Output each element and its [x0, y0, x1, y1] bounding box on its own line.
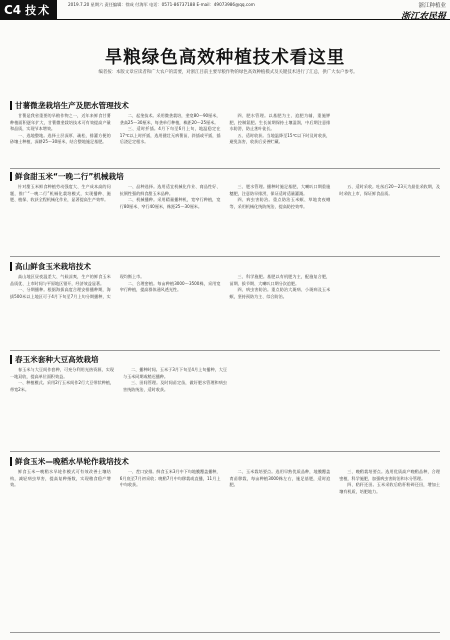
article-body-1	[10, 113, 440, 165]
masthead-right	[401, 1, 446, 22]
paragraph: 二、播种时间。玉米于3月下旬至4月上旬播种，大豆与玉米同期或稍迟播种。	[123, 367, 227, 379]
page-code: C4	[4, 2, 22, 17]
paragraph: 三、田间管理。及时间苗定苗，做好肥水管理和病虫害统防统治，适时收获。	[123, 380, 227, 392]
editor-note: 编者按：本版文章应读者和广大农户的需要，对浙江目前主要旱粮作物的绿色高效种植模式及关键技术进行了汇总，供广大农户参考。	[98, 70, 358, 75]
article-title-5: 鲜食玉米—晚稻水旱轮作栽培技术	[10, 457, 129, 466]
newspaper-logo: 浙江农民报	[400, 12, 446, 22]
paragraph: 四、秸秆还田。玉米采收后秸秆粉碎还田，增加土壤有机质，培肥地力。	[339, 482, 440, 494]
page-bottom-rule	[10, 632, 440, 633]
paragraph: 三、科学施肥。基肥以有机肥为主，配施复合肥，苗期、拔节期、大喇叭口期分次追肥。	[229, 274, 331, 286]
paragraph: 五、适时采收。吐丝后20～23天为最佳采收期，及时采收上市，保证鲜食品质。	[339, 184, 440, 196]
paragraph: 高山地区昼夜温差大、气候凉爽，生产的鲜食玉米品质优、上市时间与平原地区错开，经济效益显著。	[10, 274, 111, 286]
paragraph: 一、种植模式。采用2行玉米间作2行大豆带状种植，带宽2米。	[10, 380, 114, 392]
article-body-4	[10, 367, 340, 445]
article-title-2: 鲜食甜玉米“一晚二行”机械栽培	[10, 172, 124, 181]
article-body-3	[10, 274, 440, 346]
paragraph: 四、病虫害防治。重点防治玉米螟、草地贪夜蛾等，采用机械化统防统治，提高防控效率。	[229, 197, 331, 209]
paragraph: 三、肥水管理。播种时施足基肥，大喇叭口期重施穗肥，注意防旱排涝，保证适时适量灌溉。	[229, 184, 331, 196]
paragraph: 针对甜玉米鲜食种植劳动强度大、生产成本高的问题，推广“一晚二行”机械化栽培模式，实现播种、施肥、植保、收获全程机械化作业，显著提高生产效率。	[10, 184, 111, 202]
section-divider	[10, 451, 440, 452]
section-divider	[10, 350, 440, 351]
article-title-4: 春玉米套种大豆高效栽培	[10, 355, 99, 364]
issue-meta-line: 2019.7.20 星期六 责任编辑：徐成 付海军 电话：0571-86737188 E-mail：49073986@qq.com	[68, 2, 255, 7]
paragraph: 四、病虫害防治。重点防治大斑病、小斑病及玉米螟，坚持预防为主、综合防治。	[229, 287, 331, 299]
page-label	[0, 0, 57, 20]
paragraph: 四、肥水管理。以基肥为主、追肥为辅，重施钾肥，控制氮肥。生长前期保持土壤湿润，中后期注意排水防涝，防止茎叶徒长。	[229, 113, 331, 131]
paragraph: 二、起垄技术。采用微垄栽培，垄宽80～90厘米，垄高25～30厘米，每垄单行种植，株距20～25厘米。	[119, 113, 221, 125]
issue-meta	[68, 2, 318, 8]
paragraph: 二、合理密植。每亩种植3000～3500株，采用宽窄行种植，提高群体通风透光性。	[119, 280, 221, 292]
page-headline: 旱粮绿色高效种植技术看这里	[104, 48, 346, 68]
paragraph: 三、晚稻栽培要点。选用优质高产晚稻品种，合理密植，科学施肥，加强病虫害防治和水分管理。	[339, 469, 440, 481]
paragraph: 鲜食玉米—晚稻水旱轮作模式可有效改善土壤结构，减轻病虫草害，提高复种指数，实现粮食稳产增效。	[10, 469, 111, 487]
paragraph: 春玉米与大豆间作套种，可充分利用光热资源，实现一地双收，提高单位面积效益。	[10, 367, 114, 379]
article-body-2	[10, 184, 440, 252]
paragraph: 甘薯是我省重要的旱粮作物之一，近年来鲜食甘薯种植面积逐年扩大，甘薯微垄栽培技术可有效提高产量和品质，实现节本增效。	[10, 113, 111, 131]
paper-name: 浙江种植业	[418, 3, 446, 9]
masthead	[0, 0, 450, 20]
article-title-3: 高山鲜食玉米栽培技术	[10, 262, 91, 271]
paragraph: 一、选地整地。选择土层深厚、疏松、排灌方便的砂壤土种植，深耕25～30厘米，结合整地施足基肥。	[10, 132, 111, 144]
article-body-5	[10, 469, 440, 629]
section-divider	[10, 168, 440, 169]
paragraph: 三、适时扦插。4月下旬至6月上旬，地温稳定在17℃以上时扦插，选用健壮无病薯苗，斜插或平插，插后浇足定根水。	[119, 126, 221, 144]
section-divider	[10, 256, 440, 257]
paragraph: 二、机械播种。采用精量播种机，宽窄行种植，宽行80厘米、窄行40厘米，株距25～30厘米。	[119, 197, 221, 209]
paragraph: 一、品种选择。选用适宜机械化作业、商品性好、抗倒性强的鲜食甜玉米品种。	[119, 184, 221, 196]
article-title-1: 甘薯微垄栽培生产及肥水管理技术	[10, 101, 129, 110]
paragraph: 五、适时收获。当地温降至15℃以下时及时收获，避免冻害，收获后妥善贮藏。	[229, 132, 331, 144]
paragraph: 一、分期播种。根据海拔高度合理安排播种期，海拔500米以上地区可于4月下旬至7月上旬分期播种，实现均衡上市。	[10, 274, 145, 299]
paragraph: 二、玉米栽培要点。选用早熟优质品种，地膜覆盖育苗移栽，每亩种植3000株左右，施足基肥，适时追肥。	[229, 469, 331, 487]
section-name: 技术	[25, 3, 52, 17]
paragraph: 一、茬口安排。鲜食玉米3月中下旬地膜覆盖播种，6月底至7月初采收；晚稻7月中旬移栽或直播，11月上中旬收获。	[119, 469, 221, 487]
